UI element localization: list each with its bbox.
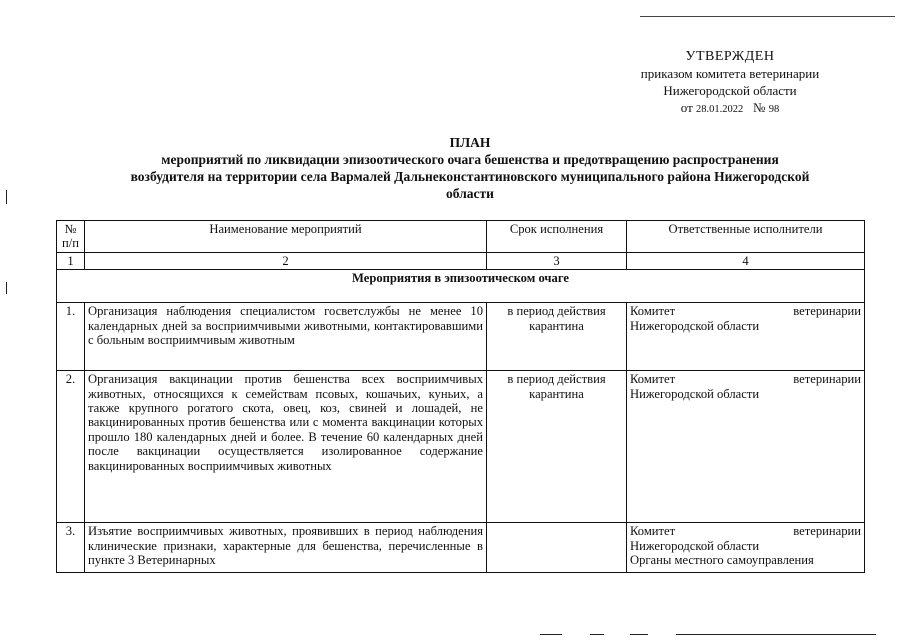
approval-date-line	[600, 99, 860, 118]
resp-word-2: ветеринарии	[793, 524, 861, 539]
plan-subtitle-line-3: области	[446, 186, 494, 201]
row-number: 3.	[57, 523, 85, 573]
margin-mark	[6, 282, 7, 294]
measures-table	[56, 220, 865, 573]
col-number-1: 1	[57, 252, 85, 269]
plan-subtitle-line-2: возбудителя на территории села Вармалей Дальнеконстантиновского муниципального района Нижегородской	[130, 169, 810, 184]
row-term	[487, 523, 627, 573]
approval-line-2: Нижегородской области	[663, 83, 797, 98]
approval-title: УТВЕРЖДЕН	[685, 49, 775, 64]
row-number: 1.	[57, 303, 85, 371]
col-number-2: 2	[85, 252, 487, 269]
row-measure-text: Изъятие восприимчивых животных, проявивших в период наблюдения клинические признаки, характерные для бешенства, перечисленные в пункте 3 Ветеринарных	[85, 523, 487, 573]
col-number-4: 4	[627, 252, 865, 269]
table-row	[57, 371, 865, 523]
resp-line-2: Нижегородской области	[630, 538, 760, 553]
approval-date: 28.01.2022	[696, 104, 744, 115]
header-name: Наименование мероприятий	[85, 221, 487, 253]
resp-word-1: Комитет	[630, 304, 676, 319]
row-measure-text: Организация вакцинации против бешенства всех восприимчивых животных, относящихся к семействам псовых, кошачьих, куньих, а также крупного рогатого скота, овец, коз, свиней и лошадей, не вакцинированных против бешенства или с момента вакцинации которых прошло 180 календарных дней и более. В течение 60 календарных дней после вакцинации осуществляется изолированное содержание вакцинированных восприимчивых животных	[85, 371, 487, 523]
header-responsible: Ответственные исполнители	[627, 221, 865, 253]
resp-word-2: ветеринарии	[793, 304, 861, 319]
row-responsible	[627, 523, 865, 573]
plan-heading	[60, 134, 880, 202]
resp-line-2: Нижегородской области	[630, 386, 760, 401]
scan-dash	[676, 634, 876, 635]
date-prefix: от	[680, 100, 693, 115]
column-number-row	[57, 252, 865, 269]
resp-word-1: Комитет	[630, 372, 676, 387]
row-responsible	[627, 371, 865, 523]
approval-number: 98	[768, 104, 780, 115]
header-term: Срок исполнения	[487, 221, 627, 253]
row-number: 2.	[57, 371, 85, 523]
scan-dash	[590, 634, 604, 635]
resp-word-1: Комитет	[630, 524, 676, 539]
resp-line-3: Органы местного самоуправления	[630, 553, 814, 568]
margin-mark	[6, 190, 7, 204]
scan-dash	[630, 634, 648, 635]
header-num: № п/п	[57, 221, 85, 253]
top-border-line	[640, 16, 895, 17]
scan-dash	[540, 634, 562, 635]
approval-block	[600, 48, 860, 118]
plan-title: ПЛАН	[449, 135, 491, 150]
row-term: в период действия карантина	[487, 303, 627, 371]
section-title: Мероприятия в эпизоотическом очаге	[57, 270, 865, 303]
table-row	[57, 303, 865, 371]
plan-subtitle-line-1: мероприятий по ликвидации эпизоотического очага бешенства и предотвращению распространения	[161, 152, 779, 167]
col-number-3: 3	[487, 252, 627, 269]
table-header-row	[57, 221, 865, 253]
approval-line-1: приказом комитета ветеринарии	[640, 66, 820, 81]
resp-word-2: ветеринарии	[793, 372, 861, 387]
section-row	[57, 270, 865, 303]
row-responsible	[627, 303, 865, 371]
number-prefix: №	[753, 100, 766, 115]
row-measure-text: Организация наблюдения специалистом госветслужбы не менее 10 календарных дней за восприимчивыми животными, контактировавшими с больным восприимчивым животным	[85, 303, 487, 371]
row-term: в период действия карантина	[487, 371, 627, 523]
table-row	[57, 523, 865, 573]
resp-line-2: Нижегородской области	[630, 318, 760, 333]
